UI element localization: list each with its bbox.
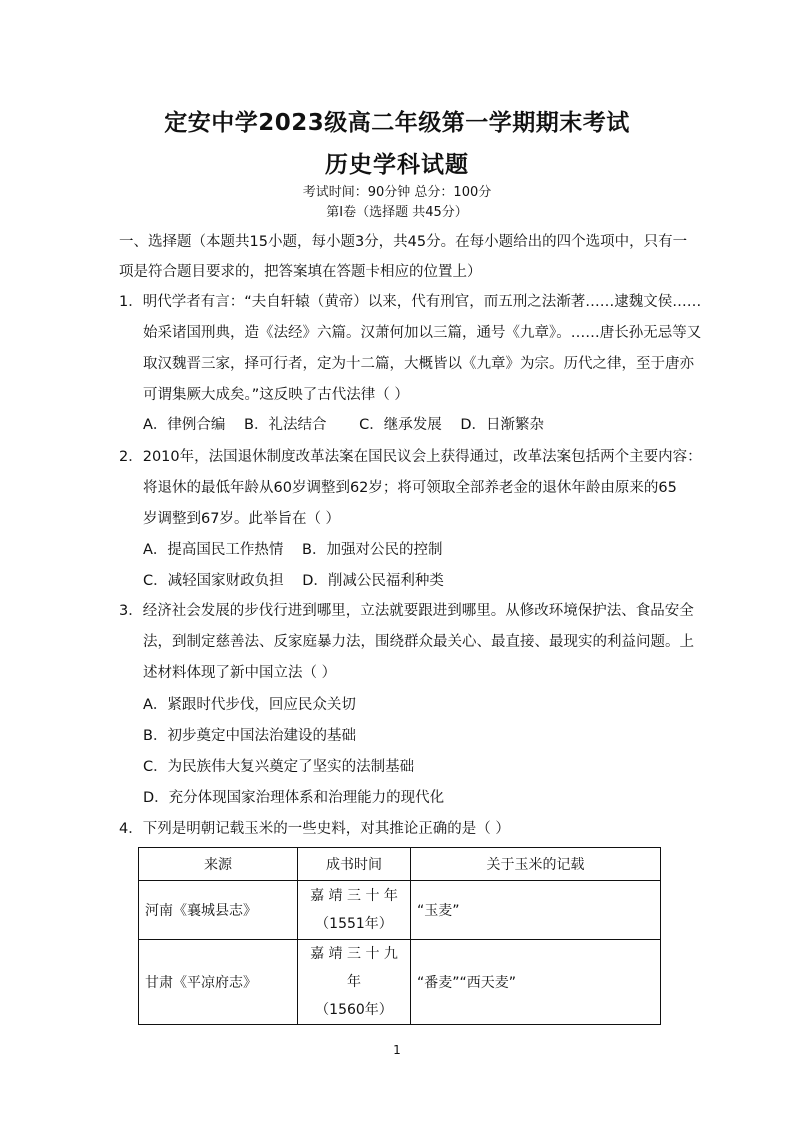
q2-stem-line-3: 岁调整到67岁。此举旨在（ ） (143, 511, 341, 527)
q1-option-a[interactable]: A．律例合编 (143, 417, 226, 433)
q3-stem-line-3: 述材料体现了新中国立法（ ） (143, 665, 337, 681)
table-cell-time-year: （1551年） (315, 916, 393, 932)
q1-stem-line-3: 取汉魏晋三家，择可行者，定为十二篇，大概皆以《九章》为宗。历代之律，至于唐亦 (143, 356, 694, 372)
q1-stem-line-2: 始采诸国刑典，造《法经》六篇。汉萧何加以三篇，通号《九章》。……唐长孙无忌等又 (143, 325, 702, 341)
table-header-record: 关于玉米的记载 (411, 848, 661, 881)
q3-option-c[interactable]: C．为民族伟大复兴奠定了坚实的法制基础 (143, 759, 415, 775)
q3-stem-line-2: 法，到制定慈善法、反家庭暴力法，围绕群众最关心、最直接、最现实的利益问题。上 (143, 634, 694, 650)
table-row (139, 940, 661, 1025)
table-header-row (139, 848, 661, 881)
exam-title: 定安中学2023级高二年级第一学期期末考试 (164, 110, 630, 136)
q2-option-a[interactable]: A．提高国民工作热情 (143, 542, 284, 558)
q2-options-row-2 (143, 571, 444, 591)
instructions-line-2: 项是符合题目要求的，把答案填在答题卡相应的位置上） (119, 264, 482, 280)
q1-option-d[interactable]: D．日渐繁杂 (460, 417, 544, 433)
exam-info: 考试时间：90分钟 总分：100分 (302, 185, 492, 200)
q2-option-b[interactable]: B．加强对公民的控制 (302, 542, 443, 558)
q1-stem-line-1: 1．明代学者有言：“夫自轩辕（黄帝）以来，代有刑官，而五刑之法渐著……逮魏文侯…… (119, 294, 702, 310)
table-cell-time-year: （1560年） (315, 1002, 393, 1018)
q3-option-d[interactable]: D．充分体现国家治理体系和治理能力的现代化 (143, 790, 445, 806)
q4-source-table (138, 847, 661, 1025)
table-cell-record: “玉麦” (411, 881, 661, 940)
page-number: 1 (393, 1043, 401, 1057)
q2-option-d[interactable]: D．削减公民福利种类 (302, 573, 444, 589)
table-cell-source: 甘肃《平凉府志》 (139, 940, 298, 1025)
section-heading: 第Ⅰ卷（选择题 共45分） (326, 205, 468, 220)
table-cell-record: “番麦”“西天麦” (411, 940, 661, 1025)
q2-stem-line-1: 2．2010年，法国退休制度改革法案在国民议会上获得通过，改革法案包括两个主要内容： (119, 449, 702, 465)
table-cell-time-era: 嘉 靖 三 十 九 年 (310, 946, 398, 990)
table-header-source: 来源 (139, 848, 298, 881)
q4-stem: 4．下列是明朝记载玉米的一些史料，对其推论正确的是（ ） (119, 821, 510, 837)
q2-stem-line-2: 将退休的最低年龄从60岁调整到62岁；将可领取全部养老金的退休年龄由原来的65 (143, 480, 677, 496)
q1-options (143, 415, 544, 435)
q3-option-b[interactable]: B．初步奠定中国法治建设的基础 (143, 728, 356, 744)
q3-stem-line-1: 3．经济社会发展的步伐行进到哪里，立法就要跟进到哪里。从修改环境保护法、食品安全 (119, 603, 694, 619)
table-cell-source: 河南《襄城县志》 (139, 881, 298, 940)
q1-option-b[interactable]: B．礼法结合 (244, 417, 327, 433)
table-cell-time (298, 940, 411, 1025)
table-cell-time (298, 881, 411, 940)
q3-option-a[interactable]: A．紧跟时代步伐，回应民众关切 (143, 697, 356, 713)
table-cell-time-era: 嘉 靖 三 十 年 (310, 888, 398, 904)
subject-title: 历史学科试题 (325, 152, 469, 178)
table-header-time: 成书时间 (298, 848, 411, 881)
q1-option-c[interactable]: C．继承发展 (359, 417, 442, 433)
q2-options-row-1 (143, 540, 442, 560)
table-row (139, 881, 661, 940)
instructions-line-1: 一、选择题（本题共15小题，每小题3分，共45分。在每小题给出的四个选项中，只有一 (119, 234, 688, 250)
q2-option-c[interactable]: C．减轻国家财政负担 (143, 573, 284, 589)
q1-stem-line-4: 可谓集厥大成矣。”这反映了古代法律（ ） (143, 387, 409, 403)
